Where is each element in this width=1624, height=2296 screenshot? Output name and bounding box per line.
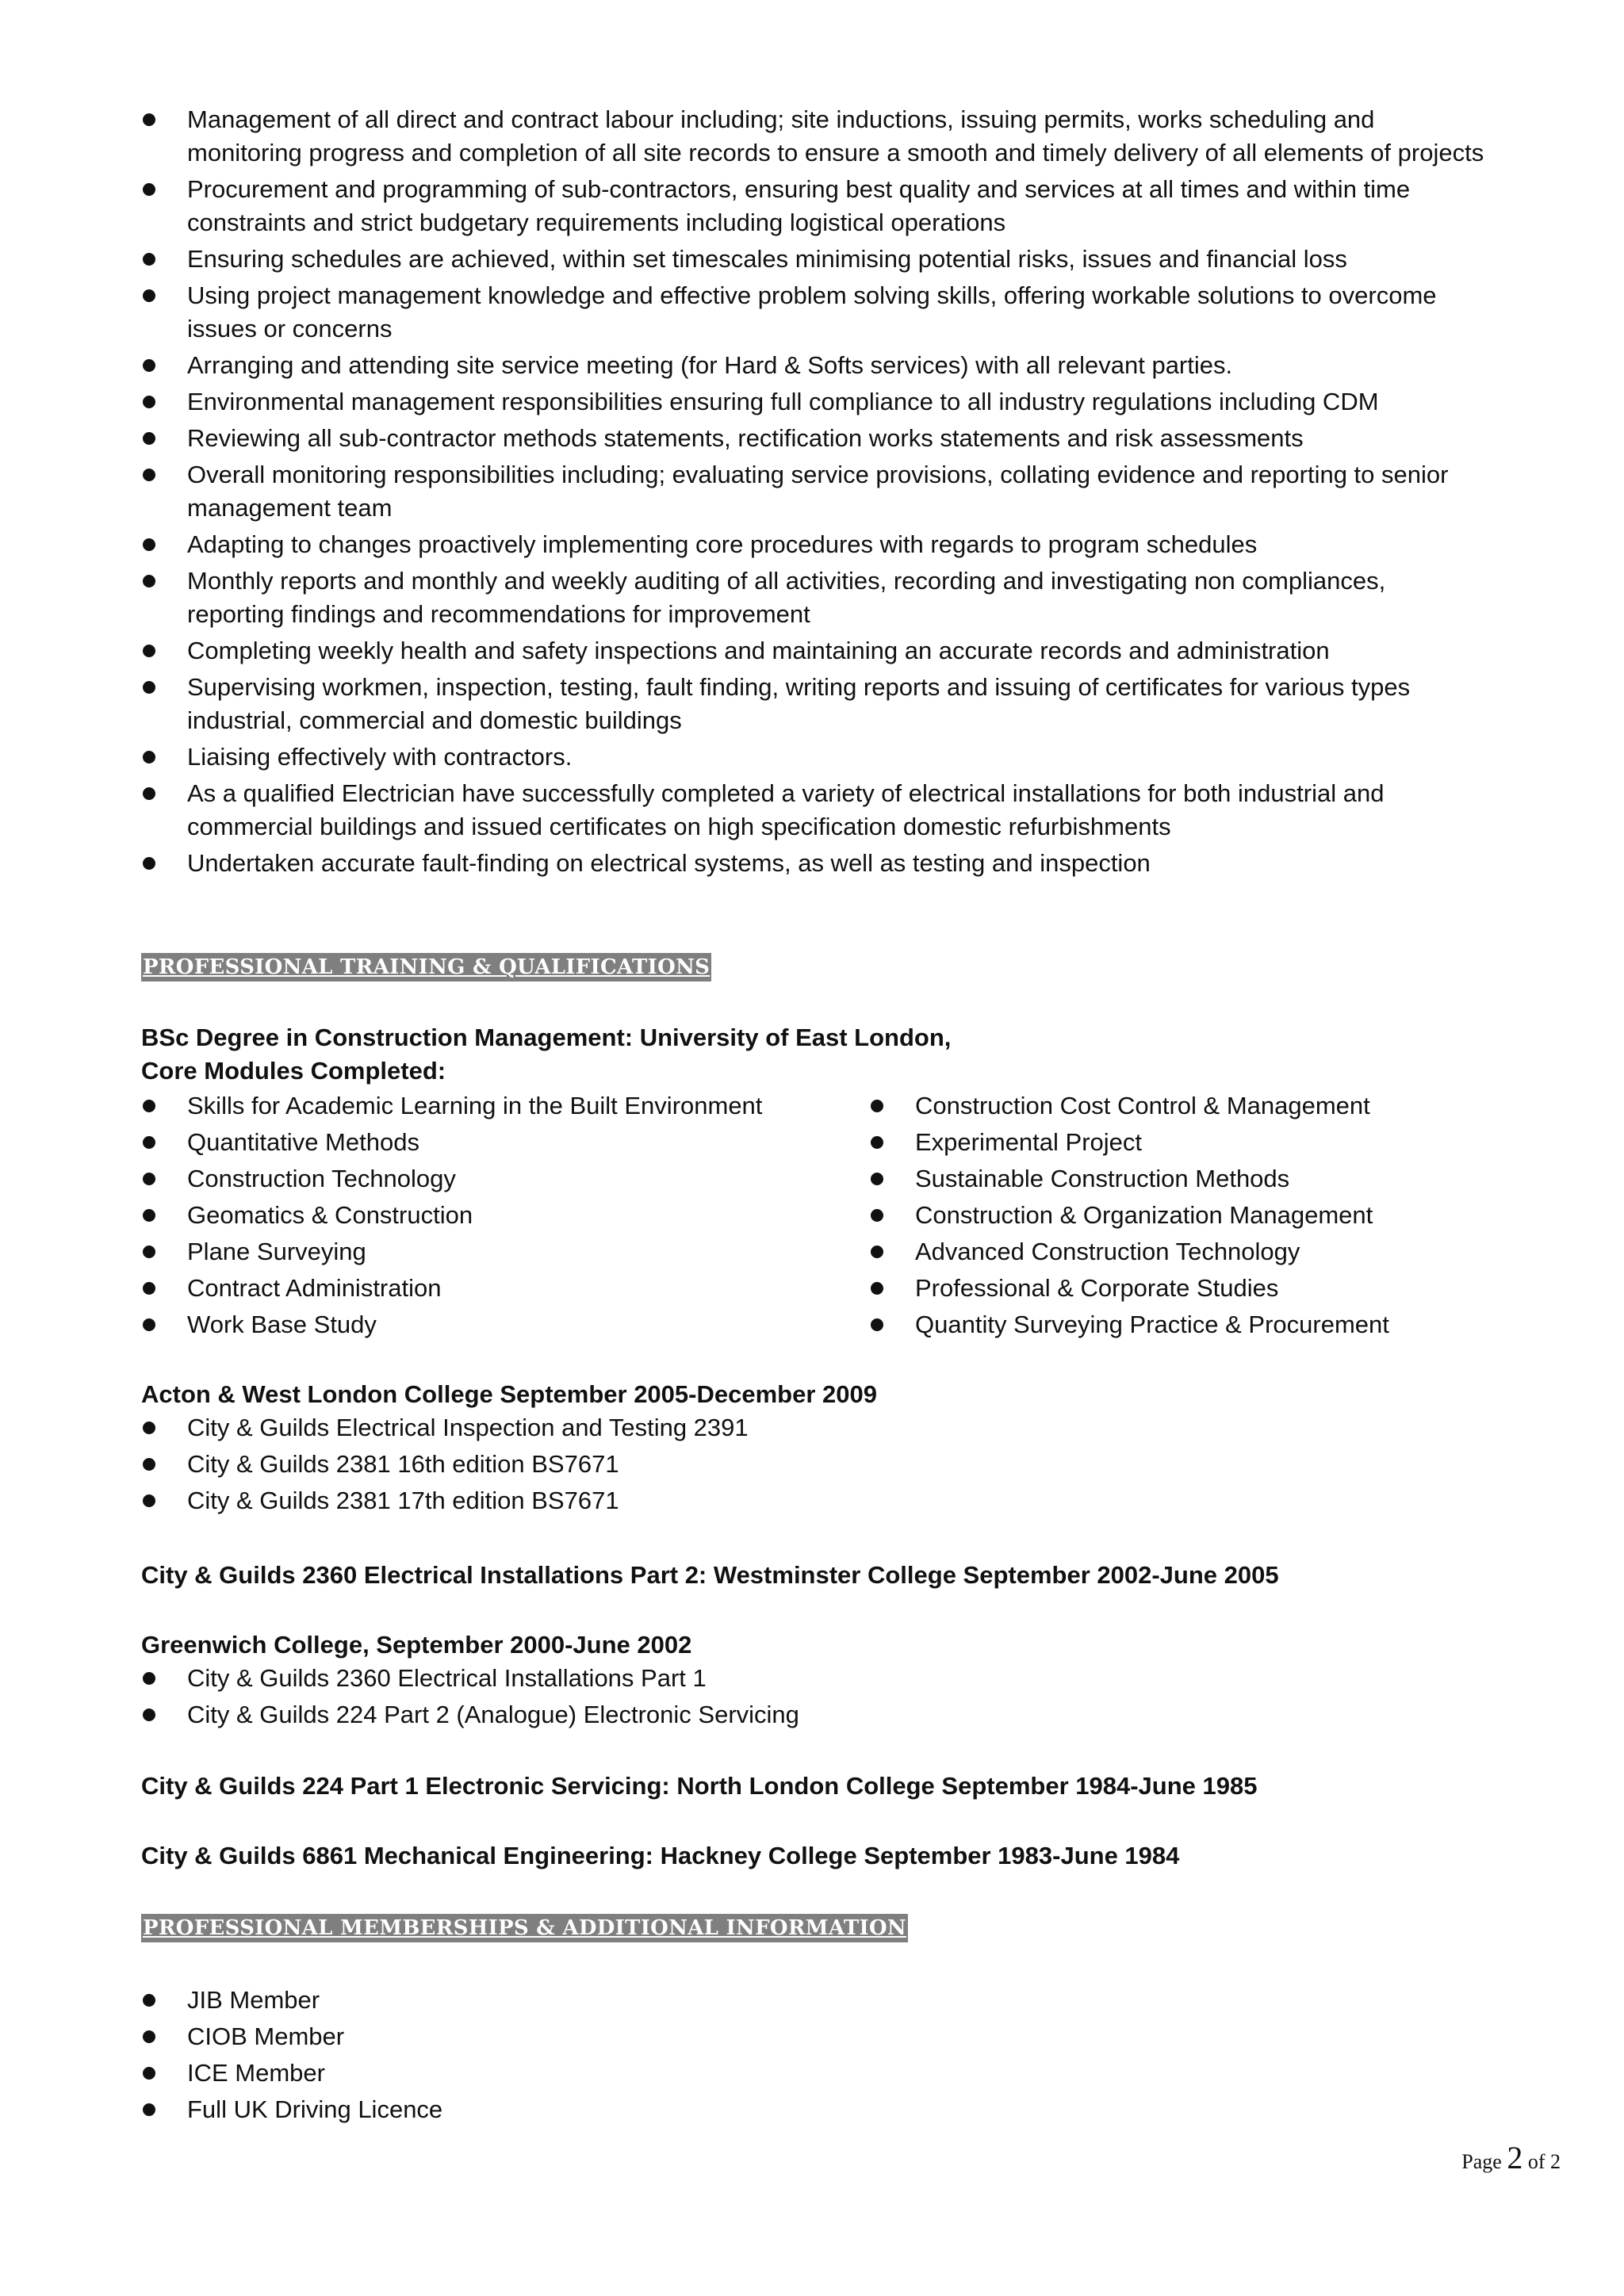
bullet-icon — [141, 458, 187, 492]
list-item — [141, 528, 1489, 561]
list-item-text: Sustainable Construction Methods — [915, 1165, 1290, 1192]
list-item-text: Supervising workmen, inspection, testing, fault finding, writing reports and issuing of certificates for various types industrial, commercial and domestic buildings — [187, 673, 1411, 734]
list-item-text: Ensuring schedules are achieved, within set timescales minimising potential risks, issues and financial loss — [187, 245, 1347, 273]
bullet-icon — [869, 1272, 915, 1305]
list-item-text: Overall monitoring responsibilities including; evaluating service provisions, collating evidence and reporting to senior management team — [187, 461, 1449, 522]
list-item — [141, 1199, 869, 1232]
list-item-text: CIOB Member — [187, 2022, 345, 2050]
page-word: Page — [1461, 2150, 1502, 2173]
bullet-icon — [141, 385, 187, 419]
bullet-icon — [141, 1662, 187, 1695]
list-item — [141, 564, 1489, 631]
list-item — [141, 740, 1489, 774]
modules-list — [141, 1089, 1489, 1345]
bullet-icon — [141, 1484, 187, 1517]
list-item-text: Construction Technology — [187, 1165, 456, 1192]
list-item — [869, 1272, 1488, 1305]
bullet-icon — [869, 1126, 915, 1159]
list-item-text: Management of all direct and contract labour including; site inductions, issuing permits, works scheduling and monitoring progress and completion of all site records to ensure a smooth and timely delivery of all elements of projects — [187, 105, 1484, 166]
list-item — [141, 671, 1489, 737]
list-item — [141, 634, 1489, 668]
bullet-icon — [141, 528, 187, 561]
bullet-icon — [141, 103, 187, 136]
list-item-text: Full UK Driving Licence — [187, 2095, 443, 2123]
list-item-text: ICE Member — [187, 2059, 325, 2087]
greenwich-block — [141, 1628, 1489, 1735]
list-item — [869, 1199, 1488, 1232]
list-item — [141, 243, 1489, 276]
list-item — [141, 1448, 1489, 1481]
list-item-text: Reviewing all sub-contractor methods statements, rectification works statements and risk assessments — [187, 424, 1304, 452]
list-item — [141, 422, 1489, 455]
bullet-icon — [869, 1235, 915, 1269]
bullet-icon — [141, 847, 187, 880]
page-number: 2 — [1507, 2140, 1523, 2175]
list-item — [869, 1235, 1488, 1269]
list-item — [141, 1411, 1489, 1445]
bullet-icon — [141, 1308, 187, 1341]
list-item — [141, 777, 1489, 844]
list-item-text: Undertaken accurate fault-finding on electrical systems, as well as testing and inspection — [187, 849, 1151, 877]
list-item-text: Using project management knowledge and effective problem solving skills, offering workable solutions to overcome issues or concerns — [187, 281, 1437, 342]
bullet-icon — [141, 2020, 187, 2053]
bullet-icon — [141, 173, 187, 206]
list-item-text: Contract Administration — [187, 1274, 442, 1302]
bullet-icon — [869, 1162, 915, 1196]
list-item-text: City & Guilds 2381 17th edition BS7671 — [187, 1487, 619, 1514]
list-item — [141, 2093, 1489, 2126]
bullet-icon — [141, 1984, 187, 2017]
page-number-footer — [1461, 2139, 1561, 2176]
greenwich-title: Greenwich College, September 2000-June 2002 — [141, 1631, 692, 1659]
list-item — [141, 458, 1489, 525]
list-item — [141, 1484, 1489, 1517]
list-item — [869, 1308, 1488, 1341]
list-item-text: Liaising effectively with contractors. — [187, 743, 573, 771]
westminster-title: City & Guilds 2360 Electrical Installations Part 2: Westminster College September 2002-June 2005 — [141, 1561, 1279, 1589]
bullet-icon — [141, 243, 187, 276]
list-item-text: City & Guilds 2381 16th edition BS7671 — [187, 1450, 619, 1478]
list-item-text: Geomatics & Construction — [187, 1201, 473, 1229]
bullet-icon — [141, 1272, 187, 1305]
bullet-icon — [869, 1308, 915, 1341]
hackney-block — [141, 1839, 1489, 1873]
bullet-icon — [141, 1411, 187, 1445]
bullet-icon — [141, 2057, 187, 2090]
list-item-text: Skills for Academic Learning in the Built Environment — [187, 1092, 763, 1119]
north-london-title: City & Guilds 224 Part 1 Electronic Servicing: North London College September 1984-June 1985 — [141, 1772, 1258, 1800]
degree-title: BSc Degree in Construction Management: University of East London, — [141, 1024, 952, 1051]
list-item-text: City & Guilds Electrical Inspection and Testing 2391 — [187, 1414, 749, 1441]
list-item-text: Experimental Project — [915, 1128, 1143, 1156]
bullet-icon — [869, 1089, 915, 1123]
list-item-text: Construction Cost Control & Management — [915, 1092, 1370, 1119]
modules-right-column — [869, 1089, 1488, 1345]
modules-title: Core Modules Completed: — [141, 1057, 446, 1085]
bullet-icon — [141, 2093, 187, 2126]
list-item — [141, 1089, 869, 1123]
list-item — [869, 1126, 1488, 1159]
list-item — [141, 1272, 869, 1305]
north-london-block — [141, 1770, 1489, 1803]
westminster-block — [141, 1559, 1489, 1592]
list-item — [141, 1662, 1489, 1695]
list-item — [141, 2020, 1489, 2053]
list-item — [141, 1235, 869, 1269]
list-item-text: Arranging and attending site service meeting (for Hard & Softs services) with all relevant parties. — [187, 351, 1233, 379]
list-item-text: Work Base Study — [187, 1311, 377, 1338]
bullet-icon — [141, 1126, 187, 1159]
list-item-text: Procurement and programming of sub-contractors, ensuring best quality and services at all times and within time constraints and strict budgetary requirements including logistical operations — [187, 175, 1411, 236]
section-heading-memberships: PROFESSIONAL MEMBERSHIPS & ADDITIONAL INFORMATION — [141, 1914, 908, 1942]
memberships-list — [141, 1984, 1489, 2130]
list-item-text: Quantity Surveying Practice & Procurement — [915, 1311, 1389, 1338]
list-item — [869, 1162, 1488, 1196]
bullet-icon — [141, 564, 187, 598]
bullet-icon — [141, 1698, 187, 1732]
list-item — [141, 1698, 1489, 1732]
list-item — [141, 1984, 1489, 2017]
list-item-text: Plane Surveying — [187, 1238, 366, 1265]
list-item — [141, 1308, 869, 1341]
list-item-text: Environmental management responsibilities ensuring full compliance to all industry regulations including CDM — [187, 388, 1379, 415]
list-item-text: Advanced Construction Technology — [915, 1238, 1300, 1265]
list-item-text: Monthly reports and monthly and weekly auditing of all activities, recording and investigating non compliances, reporting findings and recommendations for improvement — [187, 567, 1386, 628]
section-heading-training: PROFESSIONAL TRAINING & QUALIFICATIONS — [141, 953, 711, 982]
bullet-icon — [141, 777, 187, 810]
list-item-text: Construction & Organization Management — [915, 1201, 1373, 1229]
bullet-icon — [141, 1089, 187, 1123]
list-item-text: City & Guilds 224 Part 2 (Analogue) Electronic Servicing — [187, 1701, 799, 1728]
acton-title: Acton & West London College September 2005-December 2009 — [141, 1380, 877, 1408]
responsibilities-list — [141, 103, 1489, 883]
hackney-title: City & Guilds 6861 Mechanical Engineering: Hackney College September 1983-June 1984 — [141, 1842, 1180, 1869]
bullet-icon — [141, 634, 187, 668]
bullet-icon — [141, 422, 187, 455]
degree-heading — [141, 1021, 1489, 1088]
bullet-icon — [141, 1448, 187, 1481]
list-item — [141, 173, 1489, 239]
list-item-text: As a qualified Electrician have successfully completed a variety of electrical installations for both industrial and commercial buildings and issued certificates on high specification domestic refurbishments — [187, 779, 1385, 840]
bullet-icon — [141, 1162, 187, 1196]
bullet-icon — [141, 740, 187, 774]
bullet-icon — [141, 279, 187, 312]
page-total: of 2 — [1527, 2150, 1561, 2173]
list-item — [141, 1162, 869, 1196]
bullet-icon — [869, 1199, 915, 1232]
bullet-icon — [141, 671, 187, 704]
list-item — [141, 103, 1489, 170]
list-item — [141, 2057, 1489, 2090]
acton-block — [141, 1378, 1489, 1521]
list-item — [141, 847, 1489, 880]
list-item — [141, 1126, 869, 1159]
list-item — [141, 385, 1489, 419]
list-item-text: Completing weekly health and safety inspections and maintaining an accurate records and administration — [187, 637, 1330, 664]
list-item-text: Quantitative Methods — [187, 1128, 419, 1156]
bullet-icon — [141, 1199, 187, 1232]
list-item-text: City & Guilds 2360 Electrical Installations Part 1 — [187, 1664, 707, 1692]
list-item-text: JIB Member — [187, 1986, 320, 2014]
bullet-icon — [141, 349, 187, 382]
list-item — [869, 1089, 1488, 1123]
list-item-text: Adapting to changes proactively implementing core procedures with regards to program schedules — [187, 530, 1258, 558]
list-item — [141, 349, 1489, 382]
list-item-text: Professional & Corporate Studies — [915, 1274, 1279, 1302]
modules-left-column — [141, 1089, 869, 1345]
list-item — [141, 279, 1489, 346]
bullet-icon — [141, 1235, 187, 1269]
